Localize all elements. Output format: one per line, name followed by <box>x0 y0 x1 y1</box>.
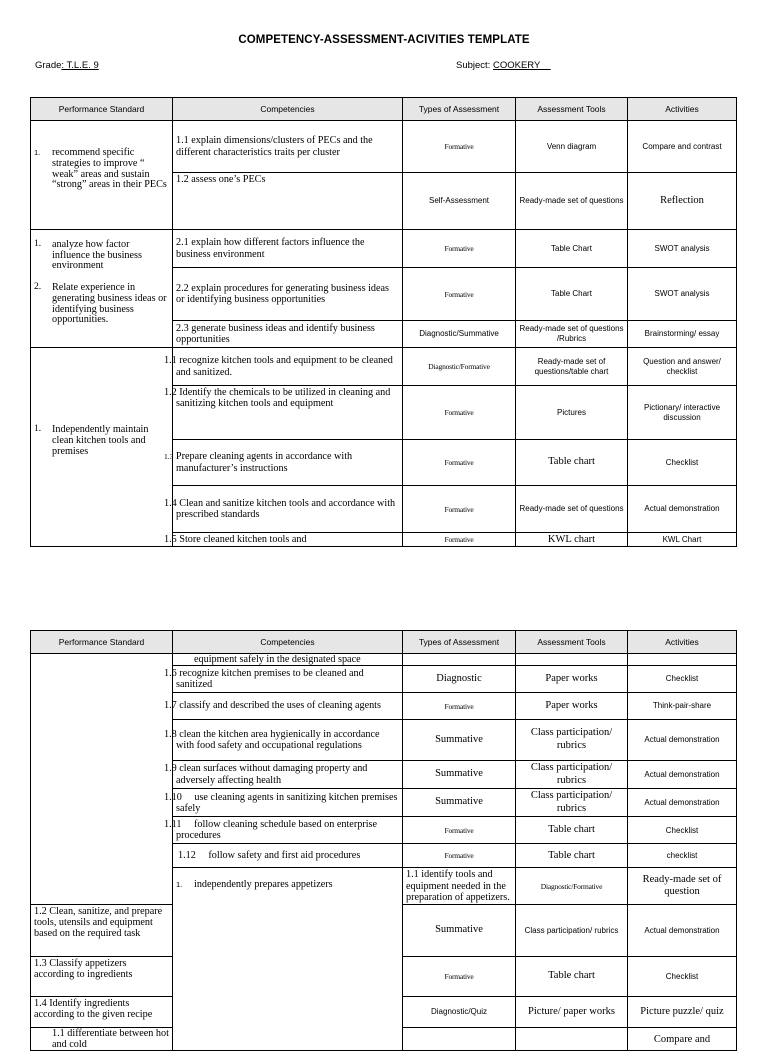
assessment-tool-cell: Pictures <box>516 386 628 440</box>
grade-field <box>35 60 99 71</box>
standard-text: independently prepares appetizers <box>194 879 333 891</box>
activity-cell: Brainstorming/ essay <box>628 321 737 348</box>
competency-cell <box>164 761 403 789</box>
assessment-type-cell: Formative <box>403 230 516 268</box>
header-row <box>31 631 737 654</box>
table-row <box>31 230 737 268</box>
assessment-tool-cell: Ready-made set of questions /Rubrics <box>516 321 628 348</box>
competency-cell <box>164 789 403 817</box>
assessment-tool-cell: Table chart <box>516 844 628 868</box>
competency-cell: 1.3 Classify appetizers according to ingredients <box>31 957 173 997</box>
assessment-tool-cell: Picture/ paper works <box>516 997 628 1028</box>
assessment-type-cell: Formative <box>403 268 516 321</box>
competency-number: 1.1 <box>164 355 177 367</box>
competency-cell <box>164 486 403 533</box>
assessment-tool-cell <box>516 1028 628 1051</box>
activity-cell: Reflection <box>628 173 737 230</box>
competency-cell: 2.2 explain procedures for generating business ideas or identifying business opportunities <box>173 268 403 321</box>
competency-text: Store cleaned kitchen tools and <box>179 533 307 545</box>
competency-number: 1.12 <box>178 850 196 862</box>
assessment-type-cell: Diagnostic/Quiz <box>403 997 516 1028</box>
assessment-type-cell: Formative <box>403 533 516 547</box>
competency-text: follow safety and first aid procedures <box>208 850 361 862</box>
competency-text: classify and described the uses of cleaning agents <box>179 700 381 712</box>
list-number: 1. <box>34 424 42 435</box>
activity-cell: KWL Chart <box>628 533 737 547</box>
competency-cell: 2.3 generate business ideas and identify business opportunities <box>173 321 403 348</box>
competency-number: 1.8 <box>164 728 177 740</box>
assessment-tool-cell: Table Chart <box>516 230 628 268</box>
assessment-tool-cell: Class participation/ rubrics <box>516 720 628 761</box>
competency-cell <box>164 666 403 693</box>
assessment-table-1 <box>30 97 737 547</box>
competency-text: recognize kitchen premises to be cleaned and sanitized <box>176 667 364 690</box>
assessment-tool-cell: Table chart <box>516 440 628 486</box>
competency-text: Clean and sanitize kitchen tools and accordance with prescribed standards <box>176 497 396 520</box>
activity-cell: Checklist <box>628 440 737 486</box>
assessment-type-cell: Summative <box>403 905 516 957</box>
assessment-tool-cell: Ready-made set of questions <box>516 486 628 533</box>
competency-cell: 2.1 explain how different factors influence the business environment <box>173 230 403 268</box>
activity-cell: Compare and contrast <box>628 121 737 173</box>
competency-cell <box>164 440 403 486</box>
competency-number: 1.5 <box>164 533 177 545</box>
assessment-tool-cell: Table Chart <box>516 268 628 321</box>
assessment-tool-cell <box>516 654 628 666</box>
competency-number: 1.3 <box>164 452 174 462</box>
assessment-type-cell <box>403 654 516 666</box>
competency-text: follow cleaning schedule based on enterprise procedures <box>176 819 378 842</box>
activity-cell: Actual demonstration <box>628 486 737 533</box>
activity-cell: Compare and <box>628 1028 737 1051</box>
subject-label: Subject: <box>456 60 493 71</box>
assessment-type-cell: Formative <box>403 844 516 868</box>
competency-number: 1.9 <box>164 763 177 775</box>
assessment-type-cell <box>403 1028 516 1051</box>
competency-cell: 1.2 Clean, sanitize, and prepare tools, utensils and equipment based on the required task <box>31 905 173 957</box>
activity-cell <box>628 654 737 666</box>
competency-cell <box>164 817 403 844</box>
assessment-tool-cell: KWL chart <box>516 533 628 547</box>
grade-label: Grade <box>35 60 62 71</box>
competency-cell: 1.2 assess one’s PECs <box>173 173 403 230</box>
competency-cell <box>164 720 403 761</box>
header-activities: Activities <box>628 631 737 654</box>
header-performance-standard: Performance Standard <box>31 98 173 121</box>
subject-value: COOKERY <box>492 60 551 71</box>
competency-cell <box>164 386 403 440</box>
competency-number: 1.7 <box>164 700 177 712</box>
activity-cell: Pictionary/ interactive discussion <box>628 386 737 440</box>
assessment-type-cell: Self-Assessment <box>403 173 516 230</box>
assessment-tool-cell: Paper works <box>516 693 628 720</box>
header-activities: Activities <box>628 98 737 121</box>
competency-text: use cleaning agents in sanitizing kitchen premises safely <box>176 791 398 814</box>
assessment-tool-cell: Class participation/ rubrics <box>516 789 628 817</box>
activity-cell: Actual demonstration <box>628 789 737 817</box>
competency-number: 1.2 <box>164 387 177 398</box>
header-competencies: Competencies <box>173 98 403 121</box>
competency-number: 1.6 <box>164 667 177 679</box>
assessment-type-cell: Formative <box>403 957 516 997</box>
activity-cell: Actual demonstration <box>628 761 737 789</box>
standard-text: Relate experience in generating business ideas or identifying business opportunities. <box>52 282 167 326</box>
table-row <box>31 121 737 173</box>
assessment-type-cell: Diagnostic <box>403 666 516 693</box>
competency-cell: 1.1 differentiate between hot and cold <box>31 1028 173 1051</box>
assessment-type-cell: Diagnostic/Summative <box>403 321 516 348</box>
competency-cell: 1.1 explain dimensions/clusters of PECs and the different characteristics traits per cluster <box>173 121 403 173</box>
grade-value: : T.L.E. 9 <box>61 60 99 71</box>
assessment-tool-cell: Ready-made set of questions <box>516 173 628 230</box>
activity-cell: SWOT analysis <box>628 268 737 321</box>
assessment-type-cell: Diagnostic/Formative <box>403 348 516 386</box>
competency-cell <box>173 844 403 868</box>
performance-standard-cell <box>31 121 173 230</box>
competency-number: 1.11 <box>164 819 182 831</box>
assessment-tool-cell: Ready-made set of question <box>628 868 737 905</box>
activity-cell: Actual demonstration <box>628 720 737 761</box>
activity-cell: Actual demonstration <box>628 905 737 957</box>
standard-text: analyze how factor influence the business environment <box>52 239 142 272</box>
assessment-type-cell: Formative <box>403 486 516 533</box>
subject-field <box>456 60 551 71</box>
assessment-tool-cell: Venn diagram <box>516 121 628 173</box>
activity-cell: Question and answer/ checklist <box>628 348 737 386</box>
competency-cell <box>164 693 403 720</box>
competency-text: clean the kitchen area hygienically in accordance with food safety and occupational regulations <box>176 728 380 751</box>
assessment-tool-cell: Table chart <box>516 957 628 997</box>
header-assessment-tools: Assessment Tools <box>516 631 628 654</box>
competency-number: 1.10 <box>164 791 182 803</box>
assessment-type-cell: Formative <box>403 121 516 173</box>
assessment-tool-cell: Class participation/ rubrics <box>516 761 628 789</box>
header-row <box>31 98 737 121</box>
assessment-tool-cell: Table chart <box>516 817 628 844</box>
activity-cell: Checklist <box>628 957 737 997</box>
document-title: COMPETENCY-ASSESSMENT-ACIVITIES TEMPLATE <box>238 34 530 46</box>
header-types-of-assessment: Types of Assessment <box>403 631 516 654</box>
header-performance-standard: Performance Standard <box>31 631 173 654</box>
activity-cell: checklist <box>628 844 737 868</box>
activity-cell: Think-pair-share <box>628 693 737 720</box>
header-assessment-tools: Assessment Tools <box>516 98 628 121</box>
competency-number: 1.4 <box>164 497 177 509</box>
competency-cell <box>164 348 403 386</box>
assessment-tool-cell: Paper works <box>516 666 628 693</box>
assessment-type-cell: Summative <box>403 761 516 789</box>
competency-text: clean surfaces without damaging property and adversely affecting health <box>176 763 368 786</box>
assessment-tool-cell: Ready-made set of questions/table chart <box>516 348 628 386</box>
competency-text: recognize kitchen tools and equipment to be cleaned and sanitized. <box>176 355 393 378</box>
assessment-type-cell: Summative <box>403 789 516 817</box>
standard-text: Independently maintain clean kitchen tools and premises <box>52 424 149 457</box>
activity-cell: Checklist <box>628 817 737 844</box>
list-number: 1. <box>176 880 183 890</box>
assessment-type-cell: Formative <box>403 386 516 440</box>
performance-standard-cell <box>31 654 173 905</box>
activity-cell: Checklist <box>628 666 737 693</box>
list-number: 1. <box>34 148 41 158</box>
header-competencies: Competencies <box>173 631 403 654</box>
list-number: 1. <box>34 239 42 250</box>
table-row <box>31 348 737 386</box>
activity-cell: Picture puzzle/ quiz <box>628 997 737 1028</box>
performance-standard-cell <box>31 230 173 348</box>
competency-cell: equipment safely in the designated space <box>173 654 403 666</box>
assessment-tool-cell: Class participation/ rubrics <box>516 905 628 957</box>
competency-cell <box>164 533 403 547</box>
competency-text: Prepare cleaning agents in accordance with manufacturer’s instructions <box>175 451 353 474</box>
assessment-type-cell: Formative <box>403 440 516 486</box>
competency-cell: 1.1 identify tools and equipment needed in the preparation of appetizers. <box>403 868 516 905</box>
header-types-of-assessment: Types of Assessment <box>403 98 516 121</box>
competency-text: Identify the chemicals to be utilized in cleaning and sanitizing kitchen tools and equipment <box>176 387 391 410</box>
standard-text: recommend specific strategies to improve “ weak” areas and sustain “strong” areas in their PECs <box>52 147 167 191</box>
performance-standard-cell <box>31 348 173 547</box>
assessment-type-cell: Diagnostic/Formative <box>516 868 628 905</box>
performance-standard-cell <box>173 868 403 1051</box>
competency-cell: 1.4 Identify ingredients according to the given recipe <box>31 997 173 1028</box>
assessment-type-cell: Summative <box>403 720 516 761</box>
table-row <box>31 654 737 666</box>
activity-cell: SWOT analysis <box>628 230 737 268</box>
assessment-type-cell: Formative <box>403 817 516 844</box>
assessment-table-2 <box>30 630 737 1051</box>
assessment-type-cell: Formative <box>403 693 516 720</box>
list-number: 2. <box>34 282 42 293</box>
